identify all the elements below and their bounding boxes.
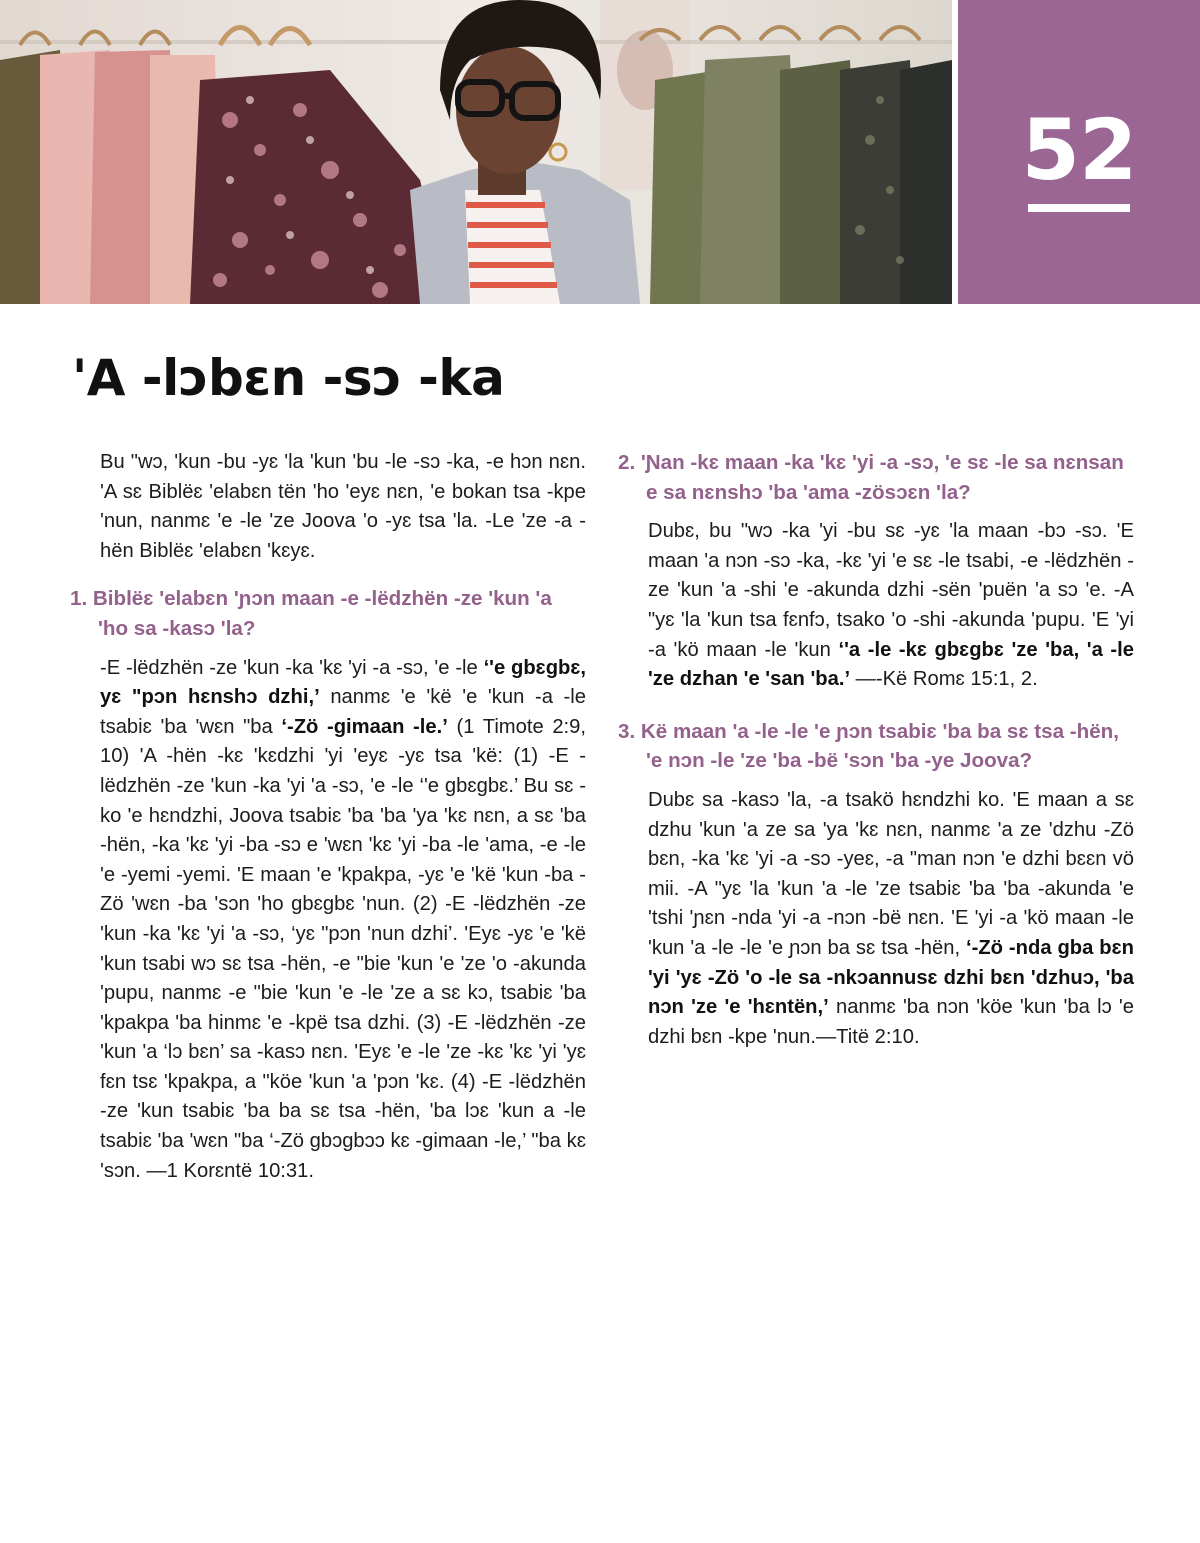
answer-2-text-a: Dubɛ, bu "wɔ -ka 'yi -bu sɛ -yɛ 'la maan -bɔ -sɔ. 'E maan 'a nɔn -sɔ -ka, -kɛ 'yi 'e sɛ -le tsabi, -e -lëdzhën -ze 'kun 'a -shi 'e -akunda dzhi -sën 'puën 'a sɔ 'e. -A "yɛ 'la 'kun tsa fɛnfɔ, tsako 'o -shi -akunda 'pupu. 'E 'yi -a 'kö maan -le 'kun	[648, 520, 1134, 661]
lesson-number-underline	[1028, 204, 1130, 212]
clothing-rack-photo-illustration	[0, 0, 952, 304]
left-column	[70, 448, 586, 1208]
hero-photo	[0, 0, 952, 304]
answer-1-text-b: nanmɛ 'e 'kë 'e 'kun -a -le tsabiɛ 'ba 'wɛn "ba	[100, 686, 586, 738]
answer-1-text-c: (1 Timote 2:9, 10) 'A -hën -kɛ 'kɛdzhi 'yi 'eyɛ -yɛ tsa 'kë: (1) -E -lëdzhën -ze 'kun -ka 'yi 'a -sɔ, 'e -le ‘'e gbɛgbɛ.’ Bu sɛ -ko 'e hɛndzhi, Joova tsabiɛ 'ba 'ba 'ya 'kɛ nɛn, a sɛ 'ba -hën, -ka 'kɛ 'yi -ba -sɔ e 'wɛn 'kɛ 'yi -ba -le 'ama, -e -le 'e -yemi -yemi. 'E maan 'e 'kpakpa, -yɛ 'e 'kë 'kun -ba -Zö 'wɛn -ba 'sɔn 'ho gbɛgbɛ 'nun. (2) -E -lëdzhën -ze 'kun -ka 'kɛ 'yi 'a -sɔ, ‘yɛ "pɔn 'nun dzhi’. 'Eyɛ -yɛ 'e 'kë 'kun tsabi wɔ sɛ tsa -hën, -e "bie 'kun 'e 'ze 'o -akunda 'pupu, nanmɛ -e "bie 'kun 'e -le 'ze a sɛ kɔ, tsabiɛ 'ba 'kpakpa 'ba hinmɛ 'e -kpë tsa dzhi. (3) -E -lëdzhën -ze 'kun 'a ‘lɔ bɛn’ sa -kasɔ nɛn. 'Eyɛ 'e -le 'ze -kɛ 'kɛ 'yi 'yɛ fɛn tsɛ 'kpakpa, a "köe 'kun 'a 'pɔn 'kɛ. (4) -E -lëdzhën -ze 'kun tsabiɛ 'ba ba sɛ tsa -hën, 'ba lɔɛ 'kun a -le tsabiɛ 'ba 'wɛn "ba ‘-Zö gbɔgbɔɔ kɛ -gimaan -le,’ "ba kɛ 'sɔn. —1 Korɛntë 10:31.	[100, 715, 587, 1182]
answer-2-text-b: —-Kë Romɛ 15:1, 2.	[850, 668, 1038, 691]
answer-3	[618, 786, 1134, 1052]
question-3: 3. Kë maan 'a -le -le 'e ɲɔn tsabiɛ 'ba ba sɛ tsa -hën, 'e nɔn -le 'ze 'ba -bë 'sɔn 'ba -ye Joova?	[618, 719, 1119, 773]
right-column	[618, 448, 1134, 1074]
answer-1-text-a: -E -lëdzhën -ze 'kun -ka 'kɛ 'yi -a -sɔ, 'e -le	[100, 656, 484, 679]
page-title: 'A -lɔbɛn -sɔ -ka	[72, 349, 505, 407]
answer-1-bold-b: ‘-Zö -gimaan -le.’	[281, 715, 448, 738]
lesson-number: 52	[1021, 101, 1137, 199]
question-2: 2. 'Ɲan -kɛ maan -ka 'kɛ 'yi -a -sɔ, 'e sɛ -le sa nɛnsan e sa nɛnshɔ 'ba 'ama -zösɔɛn 'la?	[618, 451, 1124, 504]
answer-1-bold-a: ‘'e gbɛgbɛ, yɛ "pɔn hɛnshɔ dzhi,’	[100, 656, 587, 709]
lesson-number-box	[958, 0, 1200, 304]
answer-3-text-a: Dubɛ sa -kasɔ 'la, -a tsakö hɛndzhi ko. 'E maan a sɛ dzhu 'kun 'a ze sa 'ya 'kɛ nɛn, nanmɛ 'a ze 'dzhu -Zö bɛn, -ka 'kɛ 'yi -a -sɔ -yeɛ, -a "man nɔn 'e dzhi bɛɛn vö mii. -A "yɛ 'la 'kun 'a -le 'ze tsabiɛ 'ba 'ba -akunda 'e 'tshi 'ɲɛn -nda 'yi -a -nɔn -bë nɛn. 'E 'yi -a 'kö maan -le 'kun 'a -le -le 'e ɲɔn ba sɛ tsa -hën,	[648, 788, 1134, 959]
answer-3-text-b: nanmɛ 'ba nɔn 'köe 'kun 'ba lɔ 'e dzhi bɛn -kpe 'nun.—Titë 2:10.	[648, 996, 1134, 1048]
question-1: 1. Biblëɛ 'elabɛn 'ɲɔn maan -e -lëdzhën -ze 'kun 'a 'ho sa -kasɔ 'la?	[70, 587, 552, 640]
answer-2	[618, 517, 1134, 695]
answer-1	[70, 654, 586, 1187]
answer-3-bold-a: ‘-Zö -nda gba bɛn 'yi 'yɛ -Zö 'o -le sa -nkɔannusɛ dzhi bɛn 'dzhuɔ, 'ba nɔn 'ze 'e 'hɛntën,’	[648, 936, 1134, 1019]
intro-paragraph: Bu "wɔ, 'kun -bu -yɛ 'la 'kun 'bu -le -sɔ -ka, -e hɔn nɛn. 'A sɛ Biblëɛ 'elabɛn tën 'ho 'eyɛ nɛn, 'e bokan tsa -kpe 'nun, nanmɛ 'e -le 'ze Joova 'o -yɛ tsa 'la. -Le 'ze -a -hën Biblëɛ 'elabɛn 'kɛyɛ.	[100, 451, 586, 562]
answer-2-bold-a: ‘'a -le -kɛ gbɛgbɛ 'ze 'ba, 'a -le 'ze dzhan 'e 'san 'ba.’	[648, 638, 1134, 691]
